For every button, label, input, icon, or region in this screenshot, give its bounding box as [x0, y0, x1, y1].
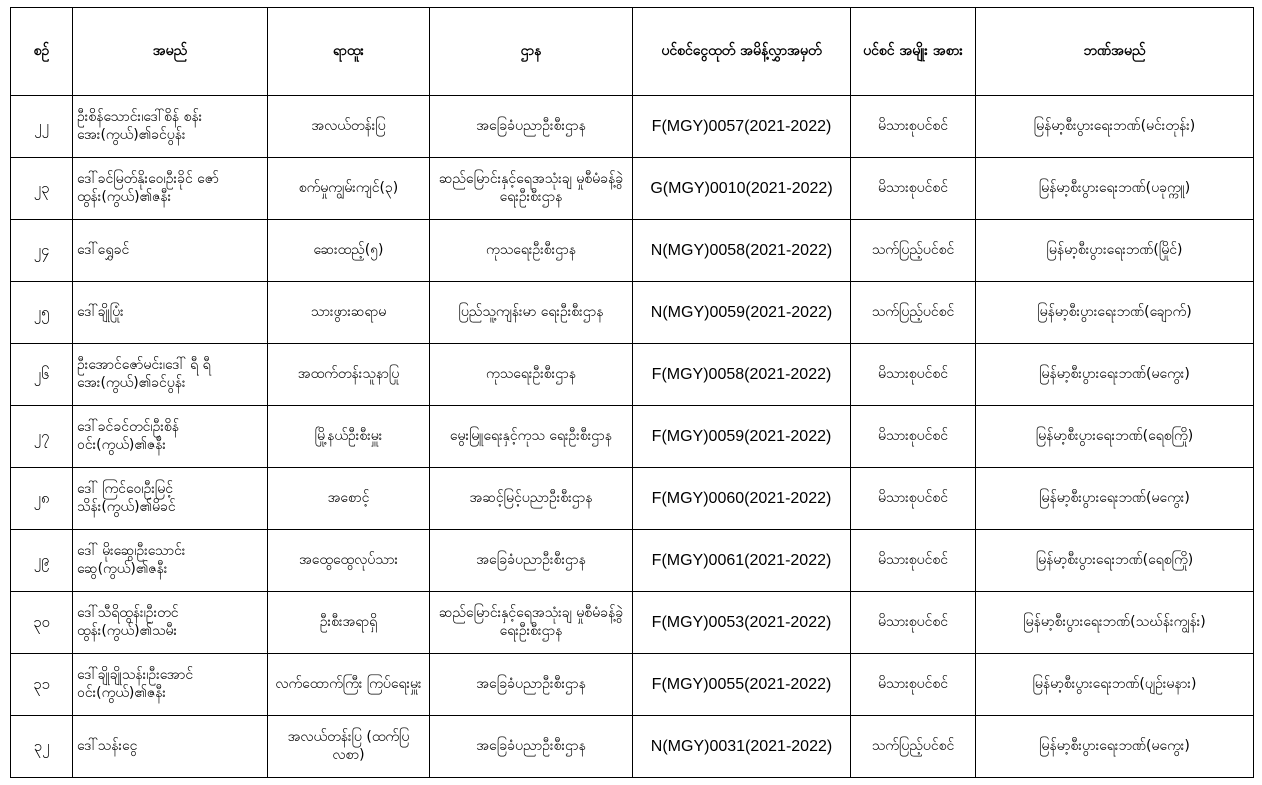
cell-bank: မြန်မာ့စီးပွားရေးဘဏ်(မြိုင်) [976, 220, 1254, 282]
cell-department: အခြေခံပညာဦးစီးဌာန [430, 530, 633, 592]
cell-pension-type: မိသားစုပင်စင် [851, 158, 976, 220]
cell-bank: မြန်မာ့စီးပွားရေးဘဏ်(ရေစကြို) [976, 530, 1254, 592]
cell-position: အလယ်တန်းပြ [268, 96, 430, 158]
cell-position: အလယ်တန်းပြ (ထက်ပြလစာ) [268, 716, 430, 778]
header-row [11, 8, 1254, 96]
cell-department: ကုသရေးဦးစီးဌာန [430, 220, 633, 282]
cell-bank: မြန်မာ့စီးပွားရေးဘဏ်(မကွေး) [976, 716, 1254, 778]
header-no: စဉ် [11, 8, 73, 96]
cell-position: မြို့နယ်ဦးစီးမှူး [268, 406, 430, 468]
cell-department: ဆည်မြောင်းနှင့်ရေအသုံးချ မှုစီမံခန့်ခွဲရေးဦးစီးဌာန [430, 592, 633, 654]
table-row [11, 220, 1254, 282]
cell-order-number: N(MGY)0059(2021-2022) [633, 282, 851, 344]
cell-pension-type: မိသားစုပင်စင် [851, 530, 976, 592]
cell-no: ၂၈ [11, 468, 73, 530]
table-row [11, 716, 1254, 778]
table-row [11, 344, 1254, 406]
table-row [11, 530, 1254, 592]
cell-name: ဒေါ်ခင်ခင်တင်၊ဦးစိန် ဝင်း(ကွယ်)၏ဇနီး [73, 406, 268, 468]
cell-name: ဒေါ်သီရိထွန်း၊ဦးတင် ထွန်း(ကွယ်)၏သမီး [73, 592, 268, 654]
cell-name: ဦးအောင်ဇော်မင်း၊ဒေါ် ရီ ရီအေး(ကွယ်)၏ခင်ပွန်း [73, 344, 268, 406]
pension-table-page [10, 7, 1253, 777]
cell-name: ဒေါ် ကြင်ဝေ၊ဦးမြင့် သိန်း(ကွယ်)၏မိခင် [73, 468, 268, 530]
header-bank: ဘဏ်အမည် [976, 8, 1254, 96]
cell-bank: မြန်မာ့စီးပွားရေးဘဏ်(ပျဉ်းမနား) [976, 654, 1254, 716]
cell-position: ဆေးထည့်(၅) [268, 220, 430, 282]
cell-no: ၂၃ [11, 158, 73, 220]
cell-order-number: N(MGY)0031(2021-2022) [633, 716, 851, 778]
cell-pension-type: သက်ပြည့်ပင်စင် [851, 282, 976, 344]
table-row [11, 468, 1254, 530]
cell-order-number: F(MGY)0055(2021-2022) [633, 654, 851, 716]
cell-no: ၂၅ [11, 282, 73, 344]
cell-order-number: F(MGY)0059(2021-2022) [633, 406, 851, 468]
table-body [11, 96, 1254, 778]
table-row [11, 654, 1254, 716]
table-row [11, 406, 1254, 468]
cell-department: ကုသရေးဦးစီးဌာန [430, 344, 633, 406]
cell-pension-type: မိသားစုပင်စင် [851, 344, 976, 406]
cell-name: ဒေါ်ခင်မြတ်နိုးဝေ၊ဦးခိုင် ဇော်ထွန်း(ကွယ်)၏ဇနီး [73, 158, 268, 220]
cell-bank: မြန်မာ့စီးပွားရေးဘဏ်(သဃ်န်းကျွန်း) [976, 592, 1254, 654]
cell-position: အထက်တန်းသူနာပြု [268, 344, 430, 406]
cell-department: ပြည်သူ့ကျန်းမာ ရေးဦးစီးဌာန [430, 282, 633, 344]
cell-department: အခြေခံပညာဦးစီးဌာန [430, 716, 633, 778]
cell-pension-type: မိသားစုပင်စင် [851, 654, 976, 716]
cell-position: အစောင့် [268, 468, 430, 530]
cell-order-number: F(MGY)0060(2021-2022) [633, 468, 851, 530]
cell-pension-type: မိသားစုပင်စင် [851, 406, 976, 468]
table-row [11, 592, 1254, 654]
cell-pension-type: သက်ပြည့်ပင်စင် [851, 716, 976, 778]
cell-department: ဆည်မြောင်းနှင့်ရေအသုံးချ မှုစီမံခန့်ခွဲရေးဦးစီးဌာန [430, 158, 633, 220]
cell-no: ၂၇ [11, 406, 73, 468]
cell-position: သားဖွားဆရာမ [268, 282, 430, 344]
cell-department: မွေးမြူရေးနှင့်ကုသ ရေးဦးစီးဌာန [430, 406, 633, 468]
cell-order-number: F(MGY)0057(2021-2022) [633, 96, 851, 158]
cell-bank: မြန်မာ့စီးပွားရေးဘဏ်(ချောက်) [976, 282, 1254, 344]
cell-position: ဦးစီးအရာရှိ [268, 592, 430, 654]
header-order-number: ပင်စင်ငွေထုတ် အမိန့်လွှာအမှတ် [633, 8, 851, 96]
cell-no: ၃၁ [11, 654, 73, 716]
cell-name: ဒေါ် မိုးဆွေ၊ဦးသောင်း ဆွေ(ကွယ်)၏ဇနီး [73, 530, 268, 592]
cell-name: ဒေါ်သန်းငွေ [73, 716, 268, 778]
cell-order-number: F(MGY)0053(2021-2022) [633, 592, 851, 654]
pension-table [10, 7, 1254, 778]
cell-bank: မြန်မာ့စီးပွားရေးဘဏ်(မကွေး) [976, 344, 1254, 406]
cell-pension-type: မိသားစုပင်စင် [851, 592, 976, 654]
cell-position: စက်မှုကျွမ်းကျင်(၃) [268, 158, 430, 220]
cell-order-number: F(MGY)0058(2021-2022) [633, 344, 851, 406]
cell-department: အခြေခံပညာဦးစီးဌာန [430, 96, 633, 158]
cell-order-number: F(MGY)0061(2021-2022) [633, 530, 851, 592]
cell-no: ၃၂ [11, 716, 73, 778]
table-row [11, 158, 1254, 220]
cell-order-number: G(MGY)0010(2021-2022) [633, 158, 851, 220]
header-position: ရာထူး [268, 8, 430, 96]
cell-position: အထွေထွေလုပ်သား [268, 530, 430, 592]
header-department: ဌာန [430, 8, 633, 96]
cell-position: လက်ထောက်ကြီး ကြပ်ရေးမှူး [268, 654, 430, 716]
cell-bank: မြန်မာ့စီးပွားရေးဘဏ်(မကွေး) [976, 468, 1254, 530]
cell-no: ၂၄ [11, 220, 73, 282]
cell-pension-type: သက်ပြည့်ပင်စင် [851, 220, 976, 282]
header-pension-type: ပင်စင် အမျိုး အစား [851, 8, 976, 96]
cell-bank: မြန်မာ့စီးပွားရေးဘဏ်(မင်းတုန်း) [976, 96, 1254, 158]
cell-name: ဒေါ်ချိုချိုသန်း၊ဦးအောင် ဝင်း(ကွယ်)၏ဇနီး [73, 654, 268, 716]
table-row [11, 282, 1254, 344]
cell-pension-type: မိသားစုပင်စင် [851, 96, 976, 158]
cell-no: ၃၀ [11, 592, 73, 654]
cell-name: ဒေါ်ရွှေခင် [73, 220, 268, 282]
table-row [11, 96, 1254, 158]
header-name: အမည် [73, 8, 268, 96]
cell-department: အခြေခံပညာဦးစီးဌာန [430, 654, 633, 716]
cell-name: ဦးစိန်သောင်း၊ဒေါ်စိန် စန်းအေး(ကွယ်)၏ခင်ပွန်း [73, 96, 268, 158]
cell-no: ၂၉ [11, 530, 73, 592]
cell-name: ဒေါ်ချိုပြုံး [73, 282, 268, 344]
cell-bank: မြန်မာ့စီးပွားရေးဘဏ်(ပခုက္ကူ) [976, 158, 1254, 220]
cell-no: ၂၆ [11, 344, 73, 406]
cell-no: ၂၂ [11, 96, 73, 158]
cell-department: အဆင့်မြင့်ပညာဦးစီးဌာန [430, 468, 633, 530]
cell-order-number: N(MGY)0058(2021-2022) [633, 220, 851, 282]
cell-bank: မြန်မာ့စီးပွားရေးဘဏ်(ရေစကြို) [976, 406, 1254, 468]
cell-pension-type: မိသားစုပင်စင် [851, 468, 976, 530]
